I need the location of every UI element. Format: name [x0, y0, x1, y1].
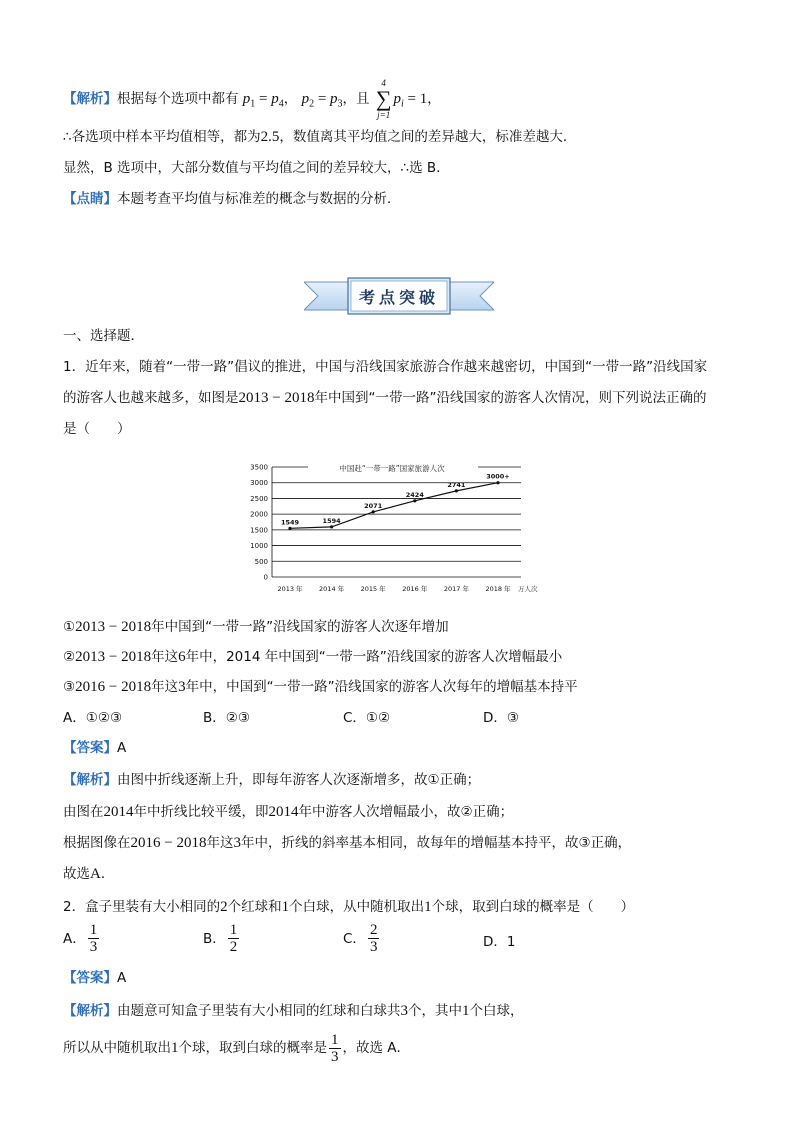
- y-tick-label: 3000: [250, 479, 268, 488]
- numerator: 2: [369, 922, 378, 938]
- banner-title: 考点突破: [358, 288, 440, 307]
- text: 个红球和: [227, 899, 282, 915]
- y-tick-labels: [250, 464, 268, 582]
- chart-title: 中国赴“一带一路”国家旅游人次: [339, 464, 445, 473]
- data-point: [372, 510, 375, 513]
- years: 2016 − 2018: [130, 835, 207, 851]
- statement-2: [63, 648, 562, 666]
- q2-option-a[interactable]: [63, 922, 101, 955]
- data-labels: [281, 473, 510, 527]
- data-label: 1549: [280, 518, 300, 527]
- data-point: [455, 489, 458, 492]
- text: 年中国到“一带一路”沿线国家的游客人次情况，则下列说法正确的: [314, 390, 707, 406]
- sum-symbol: [376, 78, 392, 120]
- text: ，且: [342, 91, 370, 107]
- text: ．: [100, 866, 115, 882]
- remark-line: [63, 190, 401, 208]
- sub: 2: [309, 98, 315, 110]
- answer-tag: 【答案】: [63, 740, 117, 756]
- text: 本题考查平均值与标准差的概念与数据的分析．: [117, 191, 401, 207]
- fraction: [228, 922, 240, 955]
- text: ∴各选项中样本平均值相等，都为: [63, 129, 261, 145]
- banner-left-ribbon: [304, 282, 352, 310]
- fraction: [88, 922, 100, 955]
- y-tick-label: 0: [263, 573, 268, 582]
- data-point: [288, 527, 291, 530]
- data-label: 2741: [447, 480, 466, 489]
- q1-solution-4: [63, 865, 114, 883]
- q1-answer: [63, 739, 126, 757]
- solution-line-3: 显然，B 选项中，大部分数值与平均值之间的差异较大，∴选 B．: [63, 160, 450, 176]
- text: 年这: [151, 679, 179, 695]
- text: ，: [283, 91, 298, 107]
- label: C．: [343, 930, 366, 947]
- q2-option-d[interactable]: D．1: [483, 934, 516, 950]
- y-tick-label: 3500: [250, 463, 268, 472]
- label: B．: [203, 930, 226, 947]
- text: 由图在: [63, 804, 104, 820]
- years: 2013 − 2018: [75, 619, 152, 635]
- analysis-tag: 【解析】: [63, 1003, 117, 1019]
- var-p: p: [393, 91, 402, 107]
- y-tick-label: 2000: [250, 510, 268, 519]
- num: 1: [462, 1003, 470, 1019]
- series-line: [290, 480, 498, 529]
- text: ，: [427, 91, 441, 107]
- q2-option-b[interactable]: [203, 922, 241, 955]
- tourism-line-chart: [236, 462, 548, 598]
- num: 3: [400, 1003, 408, 1019]
- sigma: ∑: [375, 86, 392, 111]
- data-label: 1594: [322, 516, 341, 525]
- q1-option-c[interactable]: C．①②: [343, 710, 391, 726]
- q1-solution-2: [63, 803, 513, 821]
- statement-3: [63, 678, 578, 696]
- q2-answer: [63, 969, 126, 987]
- eq: =: [314, 91, 331, 107]
- section-title: 一、选择题．: [63, 328, 144, 344]
- years: 2013 − 2018: [238, 390, 315, 406]
- x-tick-label: 2016 年: [402, 585, 428, 593]
- answer: A: [90, 866, 101, 882]
- var-p: p: [242, 91, 251, 107]
- y-tick-label: 500: [254, 557, 268, 566]
- q2-solution-2: [63, 1030, 410, 1066]
- num: 3: [233, 835, 241, 851]
- statement-1: [63, 618, 449, 636]
- q2-options: [63, 922, 703, 962]
- value: 2.5: [260, 129, 280, 145]
- q2-stem: [63, 898, 634, 916]
- years: 2013 − 2018: [75, 649, 152, 665]
- y-tick-label: 1500: [250, 526, 268, 535]
- text: 所以从中随机取出: [63, 1040, 171, 1056]
- banner-right-ribbon: [446, 282, 494, 310]
- text: 年中国到“一带一路”沿线国家的游客人次逐年增加: [151, 619, 449, 635]
- num: 1: [424, 899, 432, 915]
- y-tick-label: 2500: [250, 494, 268, 503]
- data-label: 2424: [405, 490, 424, 499]
- var-p: p: [330, 91, 338, 107]
- sub: i: [401, 98, 404, 110]
- num: ③: [63, 679, 76, 695]
- text: 个球，取到白球的概率是（ ）: [431, 899, 635, 915]
- analysis-tag: 【解析】: [63, 772, 117, 788]
- fraction: [329, 1032, 341, 1065]
- var-p: p: [301, 91, 310, 107]
- fraction: [368, 922, 380, 955]
- solution-line-2: [63, 128, 576, 146]
- text: ，故选 A．: [342, 1040, 411, 1056]
- text: 故选: [63, 866, 90, 882]
- numerator: 1: [89, 922, 98, 938]
- year: 2014: [268, 804, 299, 820]
- text: 年这: [206, 835, 234, 851]
- text: 个白球，: [469, 1003, 524, 1019]
- denominator: 3: [89, 939, 98, 955]
- data-point: [413, 499, 416, 502]
- x-tick-label: 2013 年: [277, 585, 303, 593]
- text: 的游客人也越来越多，如图是: [63, 390, 239, 406]
- sub: 1: [250, 98, 256, 110]
- solution-intro: [63, 78, 441, 120]
- y-tick-label: 1000: [250, 542, 268, 551]
- analysis-tag: 【解析】: [63, 91, 117, 107]
- denominator: 3: [369, 939, 378, 955]
- num: ②: [63, 649, 76, 665]
- text: 根据每个选项中都有: [117, 91, 239, 107]
- num: 1: [281, 899, 290, 915]
- text: 年中游客人次增幅最小，故②正确；: [298, 804, 514, 820]
- unit-label: 万人次: [518, 585, 538, 593]
- text: 个球，取到白球的概率是: [178, 1040, 327, 1056]
- sub: 4: [278, 98, 284, 110]
- denominator: 3: [331, 1048, 339, 1065]
- q1-option-d[interactable]: D．③: [483, 710, 519, 726]
- q1-option-b[interactable]: B．②③: [203, 710, 250, 726]
- section-banner: [304, 276, 494, 316]
- q1-line2: [63, 389, 706, 407]
- numerator: 1: [331, 1031, 339, 1048]
- year: 2014: [103, 804, 134, 820]
- data-point: [496, 481, 499, 484]
- text: 根据图像在: [63, 835, 131, 851]
- sum-top: 4: [381, 78, 386, 88]
- data-label: 3000+: [486, 472, 510, 481]
- num: 6: [178, 649, 186, 665]
- numerator: 1: [229, 922, 238, 938]
- eq: = 1: [403, 91, 428, 107]
- text: 年中，2014 年中国到“一带一路”沿线国家的游客人次增幅最小: [185, 649, 563, 665]
- text: 年中，折线的斜率基本相同，故每年的增幅基本持平，故③正确，: [240, 835, 632, 851]
- q1-solution-3: [63, 834, 631, 852]
- chart-grid: [272, 467, 521, 577]
- q2-solution-1: [63, 1002, 524, 1020]
- num: ①: [63, 619, 76, 635]
- num: 3: [178, 679, 186, 695]
- data-point: [330, 525, 333, 528]
- num: 1: [171, 1040, 179, 1056]
- text: 2．盒子里装有大小相同的: [63, 899, 221, 915]
- x-tick-labels: [277, 584, 511, 593]
- q1-line1: 1．近年来，随着“一带一路”倡议的推进，中国与沿线国家旅游合作越来越密切，中国到“一带一路”沿线国家: [63, 359, 708, 375]
- text: 年中，中国到“一带一路”沿线国家的游客人次每年的增幅基本持平: [185, 679, 578, 695]
- text: ，数值离其平均值之间的差异越大，标准差越大．: [279, 129, 577, 145]
- text: 由图中折线逐渐上升，即每年游客人次逐渐增多，故①正确；: [117, 772, 481, 788]
- text: 年这: [151, 649, 179, 665]
- q1-solution-1: [63, 771, 480, 789]
- years: 2016 − 2018: [75, 679, 152, 695]
- sum-bottom: j=1: [377, 110, 391, 120]
- denominator: 2: [229, 939, 238, 955]
- sub: 3: [337, 98, 343, 110]
- q2-option-c[interactable]: [343, 922, 381, 955]
- remark-tag: 【点睛】: [63, 191, 117, 207]
- x-tick-label: 2017 年: [443, 585, 469, 593]
- text: 个，其中: [408, 1003, 462, 1019]
- var-p: p: [271, 91, 279, 107]
- q1-line3: 是（ ）: [63, 421, 131, 437]
- x-tick-label: 2018 年: [485, 585, 511, 593]
- label: A．: [63, 930, 86, 947]
- q1-options: [63, 709, 703, 727]
- text: 年中折线比较平缓，即: [133, 804, 269, 820]
- answer: A: [117, 970, 127, 986]
- text: 个白球，从中随机取出: [289, 899, 425, 915]
- data-label: 2071: [364, 501, 383, 510]
- x-tick-label: 2015 年: [360, 585, 386, 593]
- answer: A: [117, 740, 127, 756]
- eq: =: [255, 91, 272, 107]
- x-tick-label: 2014 年: [319, 585, 345, 593]
- text: 由题意可知盒子里装有大小相同的红球和白球共: [117, 1003, 401, 1019]
- q1-option-a[interactable]: A．①②③: [63, 710, 123, 726]
- num: 2: [220, 899, 228, 915]
- answer-tag: 【答案】: [63, 970, 117, 986]
